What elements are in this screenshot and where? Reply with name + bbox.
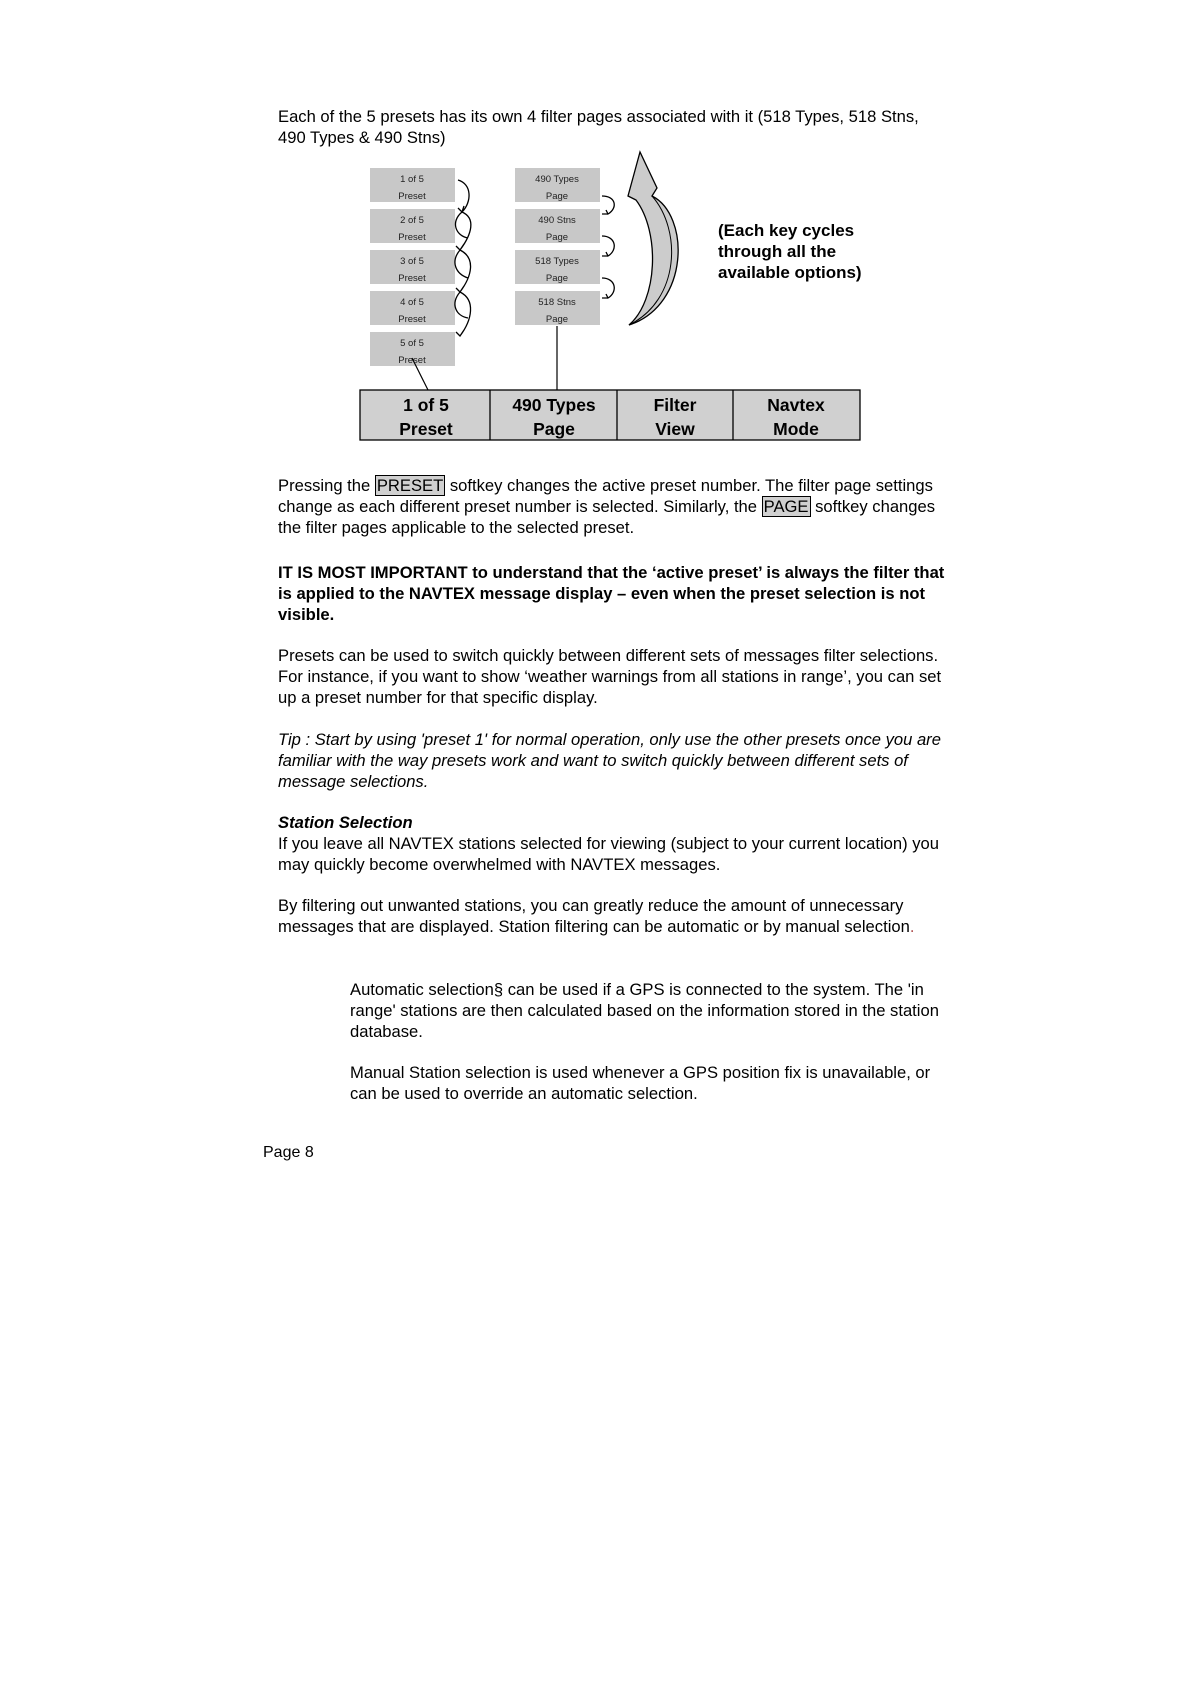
- filter-paragraph-text: By filtering out unwanted stations, you can greatly reduce the amount of unnecessary messages that are displayed. Station filtering can be automatic or by manual selection: [278, 896, 910, 936]
- page-box-1-line1: 490 Types: [535, 174, 579, 185]
- page-box-3-line2: Page: [545, 273, 569, 284]
- softkey-preset-line2: Preset: [399, 419, 453, 439]
- station-selection-heading: Station Selection: [278, 813, 413, 832]
- diagram-note: (Each key cycles through all the available options): [718, 221, 862, 282]
- hook-arrow-icon: [602, 278, 614, 298]
- tip-paragraph: Tip : Start by using 'preset 1' for normal operation, only use the other presets once you are familiar with the way presets work and want to switch quickly between different sets of message selections.: [278, 730, 941, 791]
- preset-box-5-line2: Preset: [398, 355, 426, 366]
- preset-box-3-line1: 3 of 5: [400, 256, 424, 267]
- large-cycle-arrow-icon: [628, 152, 678, 325]
- softkey-preset-line1: 1 of 5: [403, 395, 449, 415]
- cycle-arrow-icon: [455, 292, 471, 336]
- page-box-1-line2: Page: [545, 191, 569, 202]
- softkey-explanation-b: softkey changes the active preset number. The filter page settings change as each different preset number is selected. Similarly, the: [278, 476, 933, 516]
- softkey-explanation-c: softkey changes the filter pages applicable to the selected preset.: [278, 497, 936, 537]
- softkey-explanation: [278, 475, 948, 538]
- important-note: IT IS MOST IMPORTANT to understand that the ‘active preset’ is always the filter that is applied to the NAVTEX message display – even when the preset selection is not visible.: [278, 563, 945, 624]
- preset-box-1-line1: 1 of 5: [400, 174, 424, 185]
- preset-box-2-line1: 2 of 5: [400, 215, 424, 226]
- page-hook-arrows: [602, 196, 614, 298]
- softkey-navtex-line1: Navtex: [767, 395, 825, 415]
- page-stack: [515, 168, 600, 325]
- filter-paragraph: [278, 895, 948, 937]
- page-box-2-line1: 490 Stns: [538, 215, 576, 226]
- preset-key-label: PRESET: [376, 476, 444, 495]
- page-number: Page 8: [263, 1144, 314, 1161]
- page-box-4-line1: 518 Stns: [538, 297, 576, 308]
- intro-text: Each of the 5 presets has its own 4 filter pages associated with it (518 Types, 518 Stns, 490 Types & 490 Stns): [278, 107, 919, 147]
- page-key-label: PAGE: [763, 497, 809, 516]
- page-box-4-line2: Page: [545, 314, 569, 325]
- softkey-navtex-line2: Mode: [773, 419, 819, 439]
- preset-box-3-line2: Preset: [398, 273, 426, 284]
- cycle-arrow-icon: [455, 250, 471, 292]
- presets-paragraph: Presets can be used to switch quickly between different sets of messages filter selections. For instance, if you want to show ‘weather warnings from all stations in range’, you can set up a preset number for that specific display.: [278, 646, 942, 707]
- hook-arrow-icon: [602, 196, 614, 214]
- softkey-page-line1: 490 Types: [512, 395, 596, 415]
- preset-stack: [370, 168, 455, 366]
- station-paragraph: If you leave all NAVTEX stations selected for viewing (subject to your current location) you may quickly become overwhelmed with NAVTEX messages.: [278, 834, 939, 874]
- cycle-arrow-icon: [458, 180, 469, 212]
- preset-box-1-line2: Preset: [398, 191, 426, 202]
- preset-box-4-line2: Preset: [398, 314, 426, 325]
- preset-box-5-line1: 5 of 5: [400, 338, 424, 349]
- softkey-bar: [360, 390, 860, 440]
- preset-page-diagram: [0, 0, 1190, 460]
- preset-cycle-arrows: [455, 180, 471, 336]
- cycle-arrow-icon: [455, 212, 470, 250]
- page-box-3-line1: 518 Types: [535, 256, 579, 267]
- hook-arrow-icon: [602, 236, 614, 256]
- softkey-filter-line2: View: [655, 419, 695, 439]
- page-box-2-line2: Page: [545, 232, 569, 243]
- softkey-explanation-a: Pressing the: [278, 476, 375, 495]
- preset-box-4-line1: 4 of 5: [400, 297, 424, 308]
- softkey-page-line2: Page: [533, 419, 575, 439]
- preset-box-2-line2: Preset: [398, 232, 426, 243]
- automatic-selection-paragraph: Automatic selection§ can be used if a GPS is connected to the system. The 'in range' stations are then calculated based on the information stored in the station database.: [350, 980, 939, 1041]
- filter-paragraph-period: .: [909, 917, 915, 936]
- manual-selection-paragraph: Manual Station selection is used whenever a GPS position fix is unavailable, or can be used to override an automatic selection.: [350, 1063, 931, 1103]
- softkey-filter-line1: Filter: [653, 395, 697, 415]
